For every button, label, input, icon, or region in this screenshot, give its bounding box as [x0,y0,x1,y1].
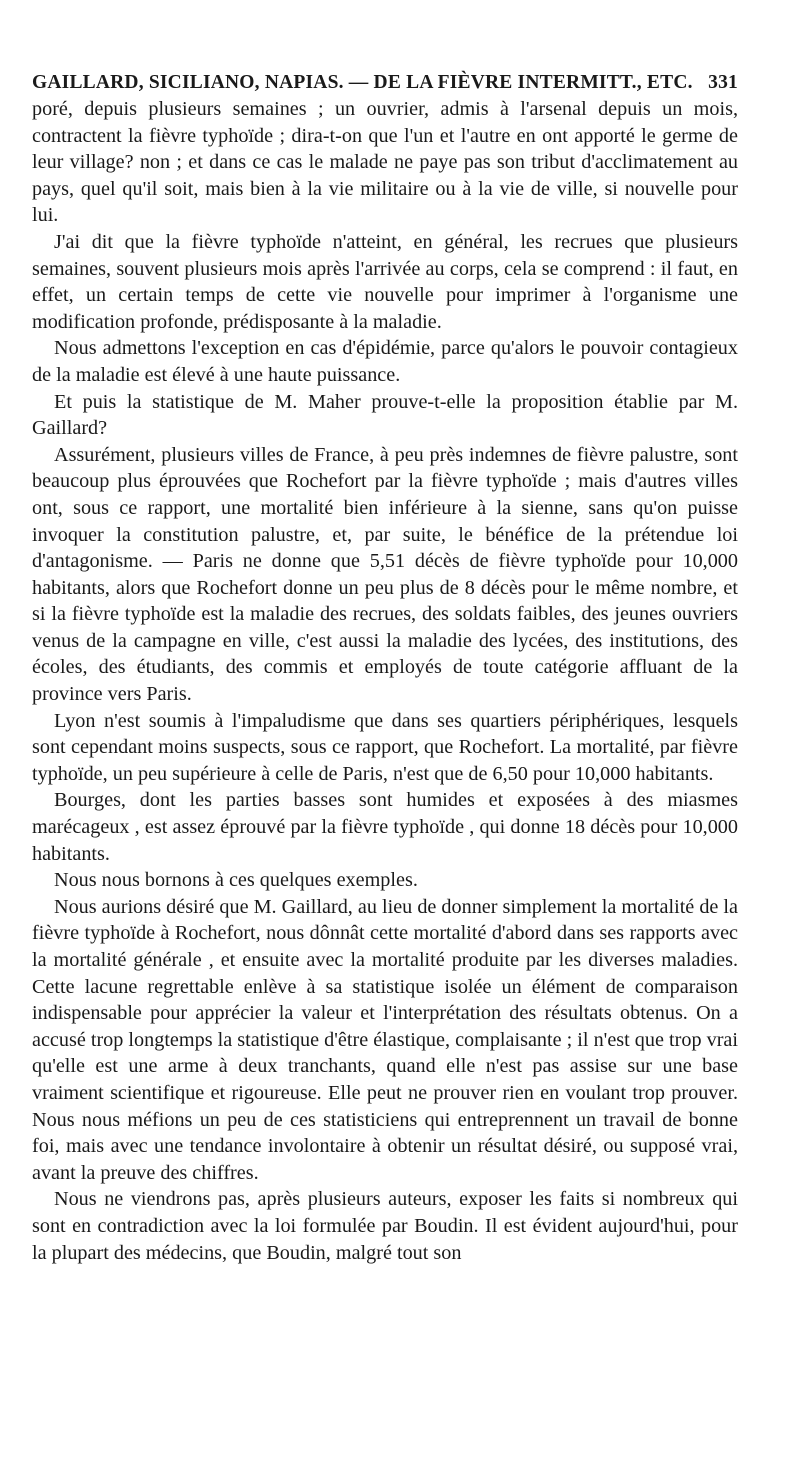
running-title: GAILLARD, SICILIANO, NAPIAS. — DE LA FIÈVRE INTERMITT., ETC. [32,72,693,93]
body-text [32,96,738,1266]
paragraph: Bourges, dont les parties basses sont humides et exposées à des miasmes marécageux , est assez éprouvé par la fièvre typhoïde , qui donne 18 décès pour 10,000 habitants. [32,789,738,865]
document-page [32,72,738,1266]
paragraph: Assurément, plusieurs villes de France, à peu près indemnes de fièvre palustre, sont beaucoup plus éprouvées que Rochefort par la fièvre typhoïde ; mais d'autres villes ont, sous ce rapport, une mortalité bien inférieure à la sienne, sans qu'on puisse invoquer la constitution palustre, et, par suite, le bénéfice de la prétendue loi d'antagonisme. — Paris ne donne que 5,51 décès de fièvre typhoïde pour 10,000 habitants, alors que Rochefort donne un peu plus de 8 décès pour le même nombre, et si la fièvre typhoïde est la maladie des recrues, des soldats faibles, des jeunes ouvriers venus de la campagne en ville, c'est aussi la maladie des lycées, des institutions, des écoles, des étudiants, des commis et employés de toute catégorie affluant de la province vers Paris. [32,443,738,706]
paragraph: Nous nous bornons à ces quelques exemples. [54,869,418,892]
paragraph: Nous ne viendrons pas, après plusieurs auteurs, exposer les faits si nombreux qui sont en contradiction avec la loi formulée par Boudin. Il est évident aujourd'hui, pour la plupart des médecins, que Boudin, malgré tout son [32,1188,738,1264]
paragraph: Nous admettons l'exception en cas d'épidémie, parce qu'alors le pouvoir contagieux de la maladie est élevé à une haute puissance. [32,337,738,386]
paragraph: Nous aurions désiré que M. Gaillard, au lieu de donner simplement la mortalité de la fièvre typhoïde à Rochefort, nous dônnât cette mortalité d'abord dans ses rapports avec la mortalité générale , et ensuite avec la mortalité produite par les diverses maladies. Cette lacune regrettable enlève à sa statistique isolée un élément de comparaison indispensable pour apprécier la valeur et l'interprétation des résultats obtenus. On a accusé trop longtemps la statistique d'être élastique, complaisante ; il n'est que trop vrai qu'elle est une arme à deux tranchants, quand elle n'est pas assise sur une base vraiment scientifique et rigoureuse. Elle peut ne prouver rien en voulant trop prouver. Nous nous méfions un peu de ces statisticiens qui entreprennent un travail de bonne foi, mais avec une tendance involontaire à obtenir un résultat désiré, ou supposé vrai, avant la preuve des chiffres. [32,895,738,1184]
paragraph: Et puis la statistique de M. Maher prouve-t-elle la proposition établie par M. Gaillard? [32,390,738,440]
paragraph: J'ai dit que la fièvre typhoïde n'atteint, en général, les recrues que plusieurs semaines, souvent plusieurs mois après l'arrivée au corps, cela se comprend : il faut, en effet, un certain temps de cette vie nouvelle pour imprimer à l'organisme une modification profonde, prédisposante à la maladie. [32,230,738,333]
page-number: 331 [708,72,738,93]
paragraph: poré, depuis plusieurs semaines ; un ouvrier, admis à l'arsenal depuis un mois, contractent la fièvre typhoïde ; dira-t-on que l'un et l'autre en ont apporté le germe de leur village? non ; et dans ce cas le malade ne paye pas son tribut d'acclimatement au pays, quel qu'il soit, mais bien à la vie militaire ou à la vie de ville, si nouvelle pour lui. [32,98,738,227]
running-header [32,72,738,94]
paragraph: Lyon n'est soumis à l'impaludisme que dans ses quartiers périphériques, lesquels sont cependant moins suspects, sous ce rapport, que Rochefort. La mortalité, par fièvre typhoïde, un peu supérieure à celle de Paris, n'est que de 6,50 pour 10,000 habitants. [32,709,738,785]
